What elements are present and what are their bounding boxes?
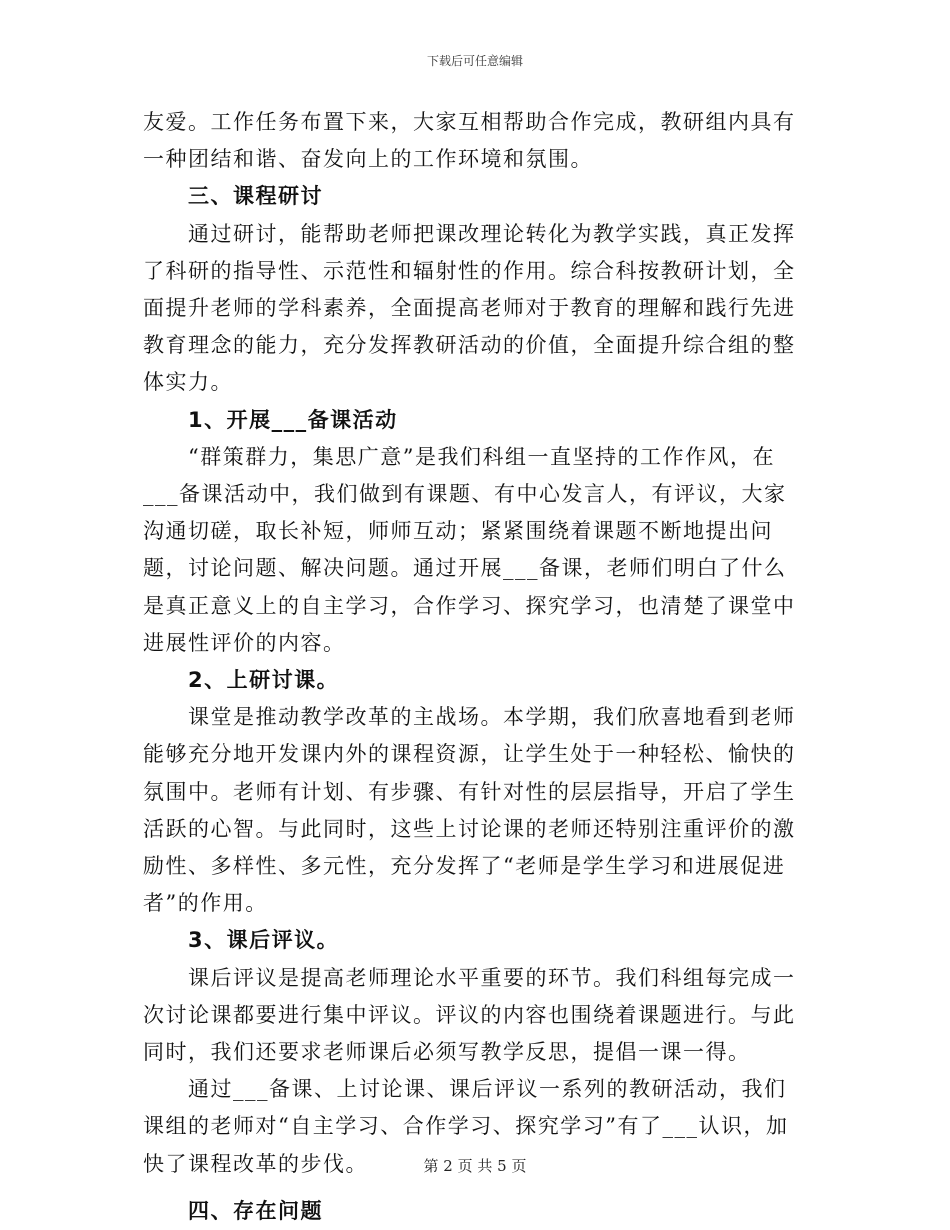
document-body xyxy=(143,104,805,1230)
paragraph-research-class: 课堂是推动教学改革的主战场。本学期，我们欣喜地看到老师能够充分地开发课内外的课程资源，让学生处于一种轻松、愉快的氛围中。老师有计划、有步骤、有针对性的层层指导，开启了学生活跃的心智。与此同时，这些上讨论课的老师还特别注重评价的激励性、多样性、多元性，充分发挥了“老师是学生学习和进展促进者”的作用。 xyxy=(143,705,796,916)
section-heading-course-discussion: 三、课程研讨 xyxy=(188,184,323,209)
paragraph-continuation: 友爱。工作任务布置下来，大家互相帮助合作完成，教研组内具有一种团结和谐、奋发向上的工作环境和氛围。 xyxy=(143,110,796,172)
paragraph-lesson-prep: “群策群力，集思广意”是我们科组一直坚持的工作作风，在___备课活动中，我们做到有课题、有中心发言人，有评议，大家沟通切磋，取长补短，师师互动；紧紧围绕着课题不断地提出问题，讨论问题、解决问题。通过开展___备课，老师们明白了什么是真正意义上的自主学习，合作学习、探究学习，也清楚了课堂中进展性评价的内容。 xyxy=(143,444,796,655)
subheading-research-class: 2、上研讨课。 xyxy=(188,668,340,693)
page-number: 第 2 页 共 5 页 xyxy=(423,1157,527,1175)
subheading-lesson-prep: 1、开展___备课活动 xyxy=(188,407,398,432)
subheading-post-class-review: 3、课后评议。 xyxy=(188,928,340,953)
page-header-note: 下载后可任意编辑 xyxy=(426,54,523,68)
paragraph-post-class-review: 课后评议是提高老师理论水平重要的环节。我们科组每完成一次讨论课都要进行集中评议。评议的内容也围绕着课题进行。与此同时，我们还要求老师课后必须写教学反思，提倡一课一得。 xyxy=(143,965,796,1065)
paragraph-summary: 通过___备课、上讨论课、课后评议一系列的教研活动，我们课组的老师对“自主学习、合作学习、探究学习”有了___认识，加快了课程改革的步伐。 xyxy=(143,1077,789,1176)
section-heading-problems: 四、存在问题 xyxy=(188,1198,323,1223)
paragraph-course-discussion: 通过研讨，能帮助老师把课改理论转化为教学实践，真正发挥了科研的指导性、示范性和辐射性的作用。综合科按教研计划，全面提升老师的学科素养，全面提高老师对于教育的理解和践行先进教育理念的能力，充分发挥教研活动的价值，全面提升综合组的整体实力。 xyxy=(143,221,796,395)
